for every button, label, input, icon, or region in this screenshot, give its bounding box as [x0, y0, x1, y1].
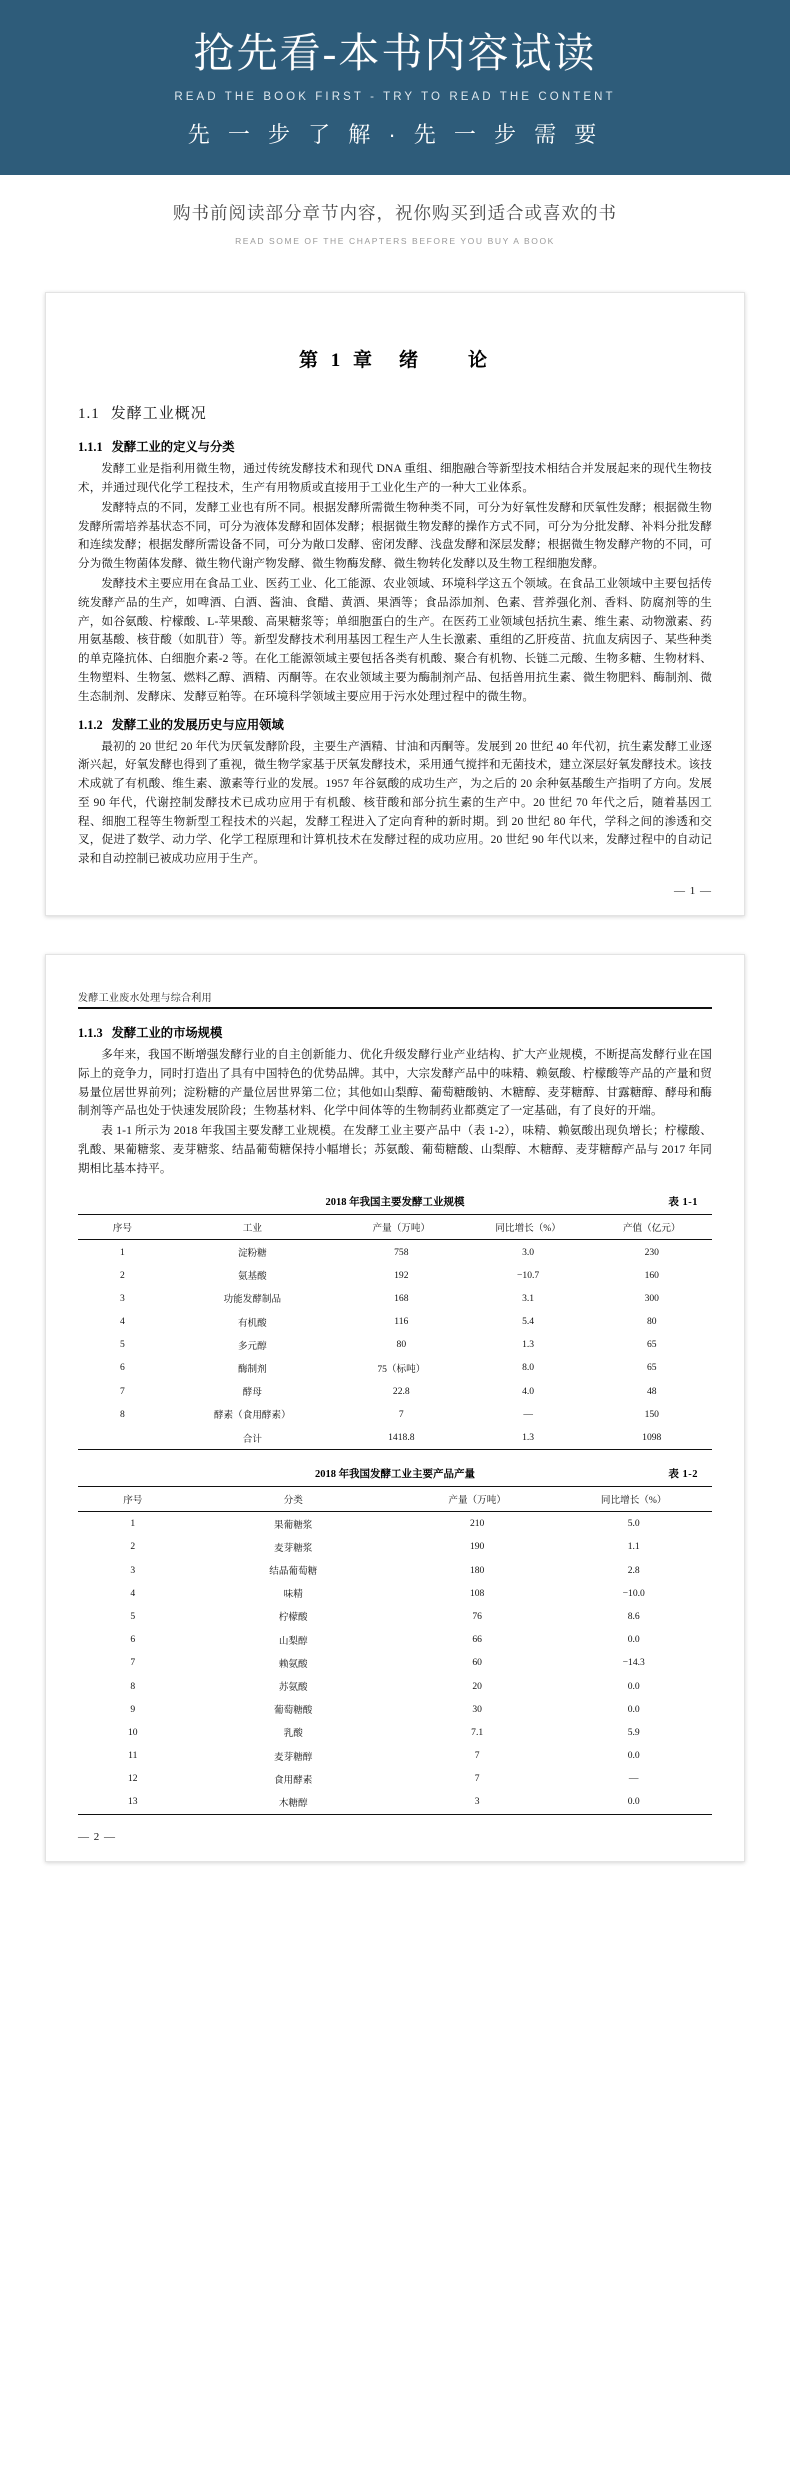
subsection-number: 1.1.2: [78, 717, 103, 732]
table-cell: 60: [472, 1657, 482, 1669]
subsection-title: 发酵工业的市场规模: [111, 1025, 223, 1040]
table-row: [78, 1403, 712, 1426]
table-row: [78, 1240, 712, 1264]
table-cell: 1: [130, 1518, 136, 1530]
column-header: 产值（亿元）: [592, 1215, 712, 1240]
table-cell: 7: [130, 1657, 136, 1669]
table-row: [78, 1605, 712, 1628]
paragraph: 表 1-1 所示为 2018 年我国主要发酵工业规模。在发酵工业主要产品中（表 1-2），味精、赖氨酸出现负增长；柠檬酸、乳酸、果葡糖浆、麦芽糖浆、结晶葡萄糖保持小幅增长；苏氨酸、葡萄糖酸、山梨醇、木糖醇、麦芽糖醇产品与 2017 年同期相比基本持平。: [78, 1124, 712, 1175]
table-cell: 108: [469, 1587, 485, 1599]
table-cell: 168: [394, 1292, 409, 1304]
table-cell: 1.3: [465, 1426, 592, 1450]
table-cell: 0.0: [627, 1634, 640, 1646]
book-page-2: [45, 954, 745, 1862]
table-cell: 9: [130, 1703, 136, 1715]
table-cell: 麦芽糖浆: [274, 1542, 313, 1554]
table-cell: 190: [469, 1541, 485, 1553]
page-folio: — 2 —: [78, 1830, 116, 1843]
subsection-heading-1-1-2: [78, 715, 712, 733]
table-cell: 山梨醇: [278, 1635, 308, 1647]
table-cell: 8: [119, 1408, 125, 1420]
promo-line-chinese: 购书前阅读部分章节内容，祝你购买到适合或喜欢的书: [173, 203, 617, 224]
table-cell: 1.1: [627, 1541, 640, 1553]
table-cell: 苏氨酸: [278, 1682, 308, 1694]
table-row: [78, 1356, 712, 1379]
table-cell: 22.8: [392, 1385, 410, 1397]
table-row: [78, 1380, 712, 1403]
table-cell: 192: [394, 1269, 409, 1281]
table-cell: 0.0: [627, 1703, 640, 1715]
table-cell: 2.8: [627, 1564, 640, 1576]
table-cell: 210: [469, 1518, 485, 1530]
table-cell: 5.4: [522, 1316, 535, 1328]
table-cell: 230: [644, 1246, 659, 1258]
section-heading-1-1: [78, 402, 712, 423]
table-row: [78, 1264, 712, 1287]
table-cell: 6: [119, 1362, 125, 1374]
table-cell: 3: [130, 1564, 136, 1576]
table-row: [78, 1287, 712, 1310]
paragraph: 最初的 20 世纪 20 年代为厌氧发酵阶段，主要生产酒精、甘油和丙酮等。发展到 20 世纪 40 年代初，抗生素发酵工业逐渐兴起，好氧发酵也得到了重视，微生物学家基于厌氧发酵技术，采用通气搅拌和无菌技术，建立深层好氧发酵技术。该技术成就了有机酸、维生素、激素等行业的发展。1957 年谷氨酸的成功生产，为之后的 20 余种氨基酸生产指明了方向。发展至 90 年代，代谢控制发酵技术已成功应用于有机酸、核苷酸和部分抗生素的生产中。20 世纪 70 年代之后，随着基因工程、细胞工程等生物新型工程技术的兴起，发酵工程进入了定向育种的新时期。到 20 世纪 80 年代，学科之间的渗透和交叉，促进了数学、动力学、化学工程原理和计算机技术在发酵过程的成功应用。20 世纪 90 年代以来，发酵过程中的自动记录和自动控制已被成功应用于生产。: [78, 739, 712, 866]
chapter-title: 第 1 章 绪 论: [298, 350, 491, 372]
table-row: [78, 1628, 712, 1651]
table-cell: 结晶葡萄糖: [269, 1566, 318, 1578]
table-cell: 8.0: [522, 1362, 535, 1374]
column-header: 分类: [188, 1487, 399, 1512]
table-cell: 30: [472, 1703, 482, 1715]
table-cell: 7.1: [471, 1726, 484, 1738]
column-header: 产量（万吨）: [338, 1215, 465, 1240]
table-cell: 3.0: [522, 1246, 535, 1258]
table-cell: 0.0: [627, 1680, 640, 1692]
table-cell: 5.9: [627, 1726, 640, 1738]
paragraph: 多年来，我国不断增强发酵行业的自主创新能力、优化升级发酵行业产业结构、扩大产业规模，不断提高发酵行业在国际上的竞争力，同时打造出了具有中国特色的优势品牌。其中，大宗发酵产品中的味精、赖氨酸、柠檬酸等产品的产量和贸易量位居世界前列；淀粉糖的产量位居世界第二位；其他如山梨醇、葡萄糖酸钠、木糖醇、麦芽糖醇、甘露糖醇、酵母和酶制剂等产品也处于快速发展阶段；生物基材料、化学中间体等的生物制药业都奠定了一定基础，有了良好的开端。: [78, 1047, 712, 1118]
table-cell: 7: [119, 1385, 125, 1397]
table-caption: [78, 1194, 712, 1209]
table-body: [78, 1512, 712, 1814]
table-row: [78, 1512, 712, 1536]
table-cell: 木糖醇: [188, 1790, 399, 1814]
table-cell: 1.3: [522, 1339, 535, 1351]
table-cell: —: [628, 1773, 639, 1785]
subsection-title: 发酵工业的定义与分类: [111, 440, 235, 455]
table-cell: 食用酵素: [274, 1774, 313, 1786]
table-row: [78, 1698, 712, 1721]
table-cell: 10: [127, 1726, 138, 1738]
table-header-row: [78, 1487, 712, 1512]
table-cell: 赖氨酸: [278, 1658, 308, 1670]
table-cell: 4.0: [522, 1385, 535, 1397]
page-preview-list: [0, 262, 790, 1939]
table-cell: 1418.8: [338, 1426, 465, 1450]
banner-title: 抢先看-本书内容试读: [193, 30, 597, 76]
table-cell: 13: [78, 1790, 188, 1814]
table-cell: 5.0: [627, 1518, 640, 1530]
table-cell: 乳酸: [283, 1728, 303, 1740]
table-cell: −10.7: [517, 1269, 540, 1281]
paragraph: 发酵特点的不同，发酵工业也有所不同。根据发酵所需微生物种类不同，可分为好氧性发酵和厌氧性发酵；根据微生物发酵所需培养基状态不同，可分为液体发酵和固体发酵；根据微生物发酵的操作方式不同，可分为分批发酵、补料分批发酵和连续发酵；根据发酵所需设备不同，可分为敞口发酵、密闭发酵、浅盘发酵和深层发酵；根据微生物发酵产物的不同，可分为微生物菌体发酵、微生物代谢产物发酵、微生物酶发酵、微生物转化发酵以及生物工程细胞发酵。: [78, 500, 712, 571]
banner-subtitle-chinese: 先 一 步 了 解 · 先 一 步 需 要: [187, 122, 603, 148]
table-cell: 7: [474, 1773, 480, 1785]
table-row: [78, 1674, 712, 1697]
table-cell: 酵母: [242, 1387, 262, 1399]
banner-subtitle-english: READ THE BOOK FIRST - TRY TO READ THE CONTENT: [174, 91, 616, 104]
table-cell: [78, 1426, 167, 1450]
subsection-title: 发酵工业的发展历史与应用领域: [111, 717, 284, 732]
table-row: [78, 1426, 712, 1450]
table-cell: 功能发酵制品: [223, 1294, 282, 1306]
table-cell: 3: [399, 1790, 556, 1814]
table-number: 表 1-2: [668, 1469, 698, 1481]
subsection-heading-1-1-3: [78, 1023, 712, 1041]
table-row: [78, 1582, 712, 1605]
running-header: 发酵工业废水处理与综合利用: [78, 989, 712, 1009]
table-cell: 80: [646, 1316, 657, 1328]
table-cell: 1: [119, 1246, 125, 1258]
table-row: [78, 1744, 712, 1767]
table-row: [78, 1559, 712, 1582]
table-number: 表 1-1: [668, 1197, 698, 1209]
table-cell: 6: [130, 1634, 136, 1646]
table-cell: 160: [644, 1269, 659, 1281]
table-row: [78, 1790, 712, 1814]
table-cell: 116: [394, 1316, 409, 1328]
table-cell: —: [523, 1408, 533, 1420]
page-folio: — 1 —: [674, 884, 712, 897]
table-cell: −10.0: [622, 1587, 645, 1599]
table-cell: 5: [130, 1610, 136, 1622]
column-header: 产量（万吨）: [399, 1487, 556, 1512]
table-cell: 葡萄糖酸: [274, 1705, 313, 1717]
subsection-number: 1.1.3: [78, 1025, 103, 1040]
table-caption: [78, 1466, 712, 1481]
table-cell: 3.1: [522, 1292, 535, 1304]
table-row: [78, 1651, 712, 1674]
table-cell: 76: [472, 1610, 482, 1622]
promo-line-english: READ SOME OF THE CHAPTERS BEFORE YOU BUY A BOOK: [235, 236, 555, 247]
table-cell: 味精: [283, 1589, 303, 1601]
table-cell: 1098: [592, 1426, 712, 1450]
table-block-1-2: [78, 1466, 712, 1814]
book-page-1: [45, 292, 745, 916]
table-cell: 75（标吨）: [377, 1363, 426, 1375]
table-cell: 2: [130, 1541, 136, 1553]
table-row: [78, 1310, 712, 1333]
data-table-1-2: [78, 1486, 712, 1814]
table-cell: 180: [469, 1564, 485, 1576]
table-cell: 66: [472, 1634, 482, 1646]
data-table-1-1: [78, 1214, 712, 1450]
section-number: 1.1: [78, 406, 100, 423]
column-header: 序号: [78, 1215, 167, 1240]
table-cell: 有机酸: [237, 1317, 267, 1329]
table-cell: 酵素（食用酵素）: [213, 1410, 291, 1422]
paragraph: 发酵技术主要应用在食品工业、医药工业、化工能源、农业领域、环境科学这五个领域。在食品工业领域中主要包括传统发酵产品的生产，如啤酒、白酒、酱油、食醋、黄酒、果酒等；食品添加剂、色素、营养强化剂、香料、防腐剂等的生产，如谷氨酸、柠檬酸、L-苹果酸、高果糖浆等；单细胞蛋白的生产。在医药工业领域包括抗生素、维生素、动物激素、药用氨基酸、核苷酸（如肌苷）等。新型发酵技术利用基因工程生产人生长激素、重组的乙肝疫苗、抗血友病因子、某些种类的单克隆抗体、白细胞介素-2 等。在化工能源领域主要包括各类有机酸、聚合有机物、长链二元酸、生物多糖、生物材料、生物塑料、生物氢、燃料乙醇、酒精、丙酮等。在农业领域主要为酶制剂产品、包括兽用抗生素、微生物肥料、酶制剂、微生态制剂、发酵床、发酵豆粕等。在环境科学领域主要应用于污水处理过程中的微生物。: [78, 577, 712, 703]
table-row: [78, 1721, 712, 1744]
column-header: 序号: [78, 1487, 188, 1512]
subsection-heading-1-1-1: [78, 437, 712, 455]
table-cell: 150: [644, 1408, 659, 1420]
table-cell: 300: [644, 1292, 659, 1304]
table-cell: 11: [128, 1750, 138, 1762]
table-cell: 65: [646, 1339, 657, 1351]
table-cell: 多元醇: [237, 1340, 267, 1352]
table-cell: 酶制剂: [237, 1363, 267, 1375]
promo-banner: [0, 0, 790, 175]
table-block-1-1: [78, 1194, 712, 1450]
table-cell: 65: [646, 1362, 657, 1374]
column-header: 同比增长（%）: [555, 1487, 712, 1512]
table-cell: 8.6: [627, 1610, 640, 1622]
column-header: 工业: [167, 1215, 338, 1240]
table-cell: 0.0: [627, 1750, 640, 1762]
table-cell: 果葡糖浆: [274, 1519, 313, 1531]
table-cell: 5: [119, 1339, 125, 1351]
table-cell: 2: [119, 1269, 125, 1281]
table-title: 2018 年我国发酵工业主要产品产量: [314, 1469, 476, 1481]
table-cell: 48: [646, 1385, 657, 1397]
table-header-row: [78, 1215, 712, 1240]
table-row: [78, 1333, 712, 1356]
table-cell: 7: [398, 1408, 404, 1420]
promo-strip: [0, 175, 790, 262]
subsection-number: 1.1.1: [78, 440, 103, 455]
table-cell: 20: [472, 1680, 482, 1692]
table-cell: 氨基酸: [237, 1271, 267, 1283]
table-cell: 758: [394, 1246, 409, 1258]
table-cell: 0.0: [555, 1790, 712, 1814]
table-cell: 4: [119, 1316, 125, 1328]
paragraph: 发酵工业是指利用微生物，通过传统发酵技术和现代 DNA 重组、细胞融合等新型技术相结合并发展起来的现代生物技术，并通过现代化学工程技术，生产有用物质或直接用于工业化生产的一种大工业体系。: [78, 462, 712, 495]
table-cell: 合计: [167, 1426, 338, 1450]
table-title: 2018 年我国主要发酵工业规模: [325, 1197, 465, 1209]
table-cell: 7: [474, 1750, 480, 1762]
table-row: [78, 1767, 712, 1790]
table-cell: 80: [396, 1339, 407, 1351]
table-cell: 8: [130, 1680, 136, 1692]
column-header: 同比增长（%）: [465, 1215, 592, 1240]
table-cell: 4: [130, 1587, 136, 1599]
table-cell: −14.3: [622, 1657, 645, 1669]
table-cell: 柠檬酸: [278, 1612, 308, 1624]
table-row: [78, 1535, 712, 1558]
table-cell: 3: [119, 1292, 125, 1304]
table-cell: 麦芽糖醇: [274, 1751, 313, 1763]
table-cell: 12: [127, 1773, 138, 1785]
table-cell: 淀粉糖: [237, 1248, 267, 1260]
section-title: 发酵工业概况: [110, 406, 207, 423]
table-body: [78, 1240, 712, 1450]
